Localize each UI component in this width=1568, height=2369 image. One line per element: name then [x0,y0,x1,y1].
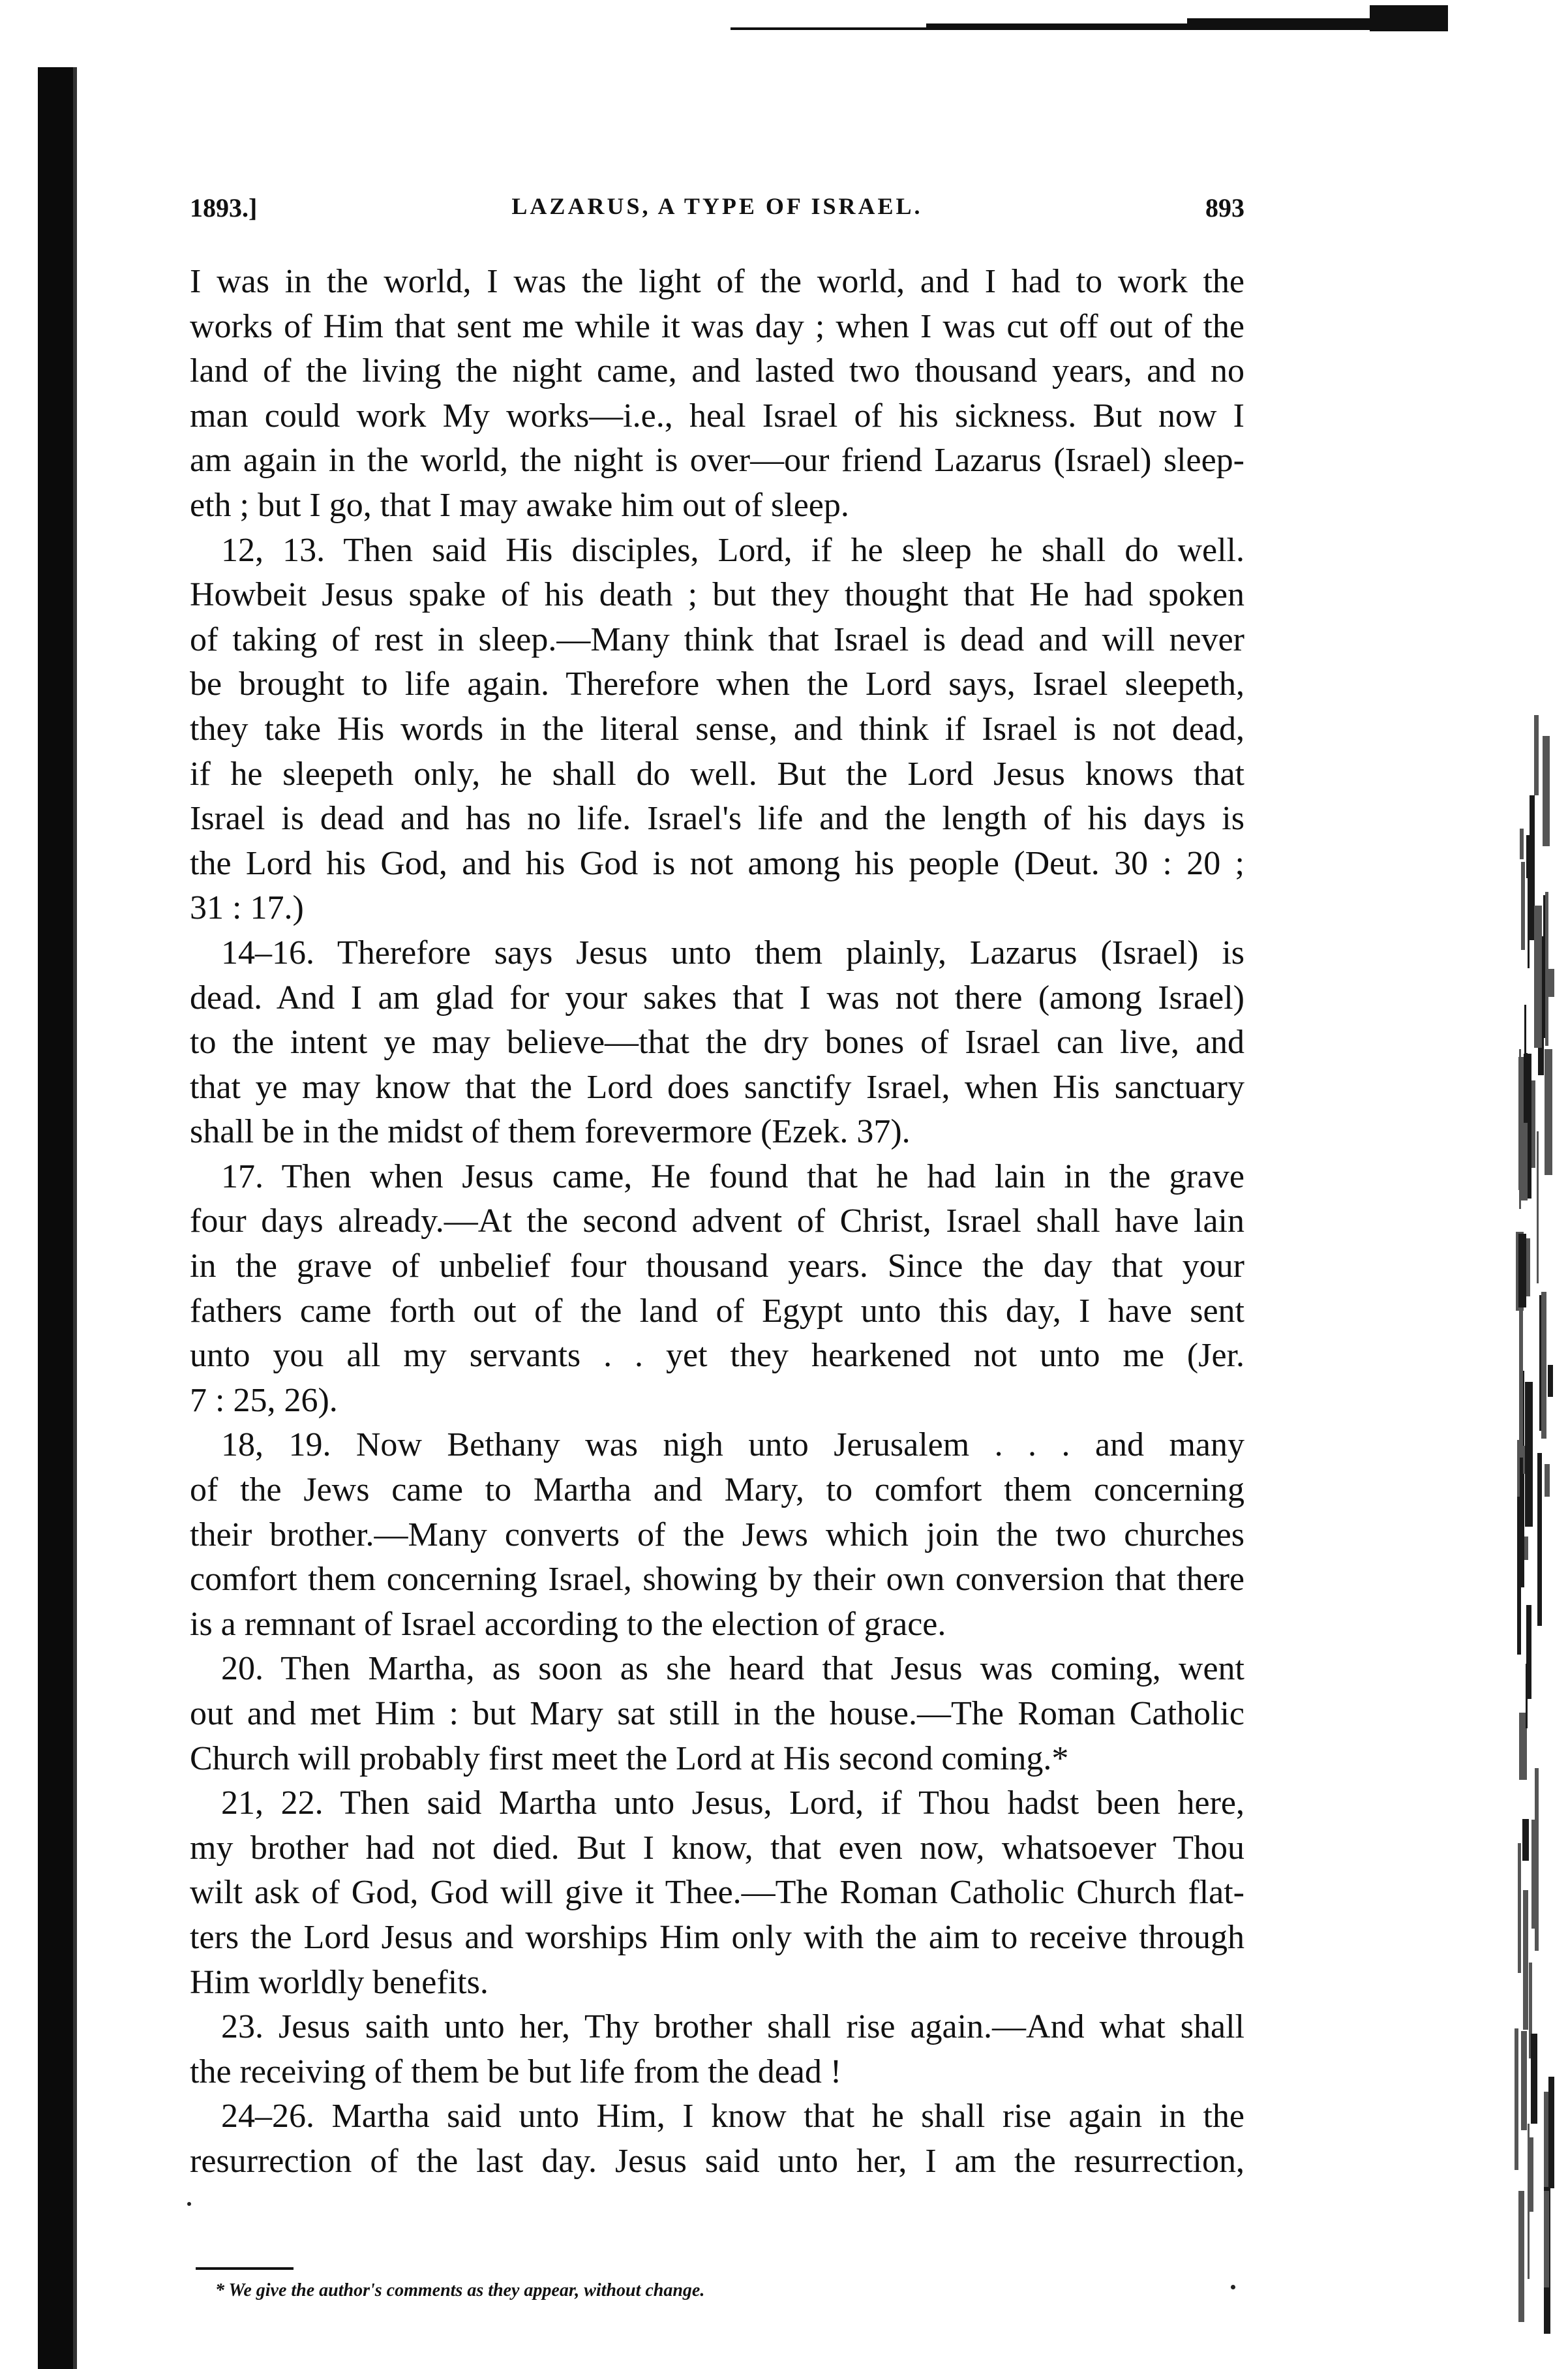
text-line: wilt ask of God, God will give it Thee.—The Roman Catholic Church flat- [190,1874,1244,1912]
scan-edge-mark [1541,1292,1546,1439]
text-line: four days already.—At the second advent of Christ, Israel shall have lain [190,1202,1244,1240]
text-line: 7 : 25, 26). [190,1381,338,1419]
scan-edge-mark [1543,736,1550,846]
scan-edge-mark [1527,1476,1530,1502]
scan-edge-mark [1525,1382,1533,1527]
scan-edge-mark [1529,2137,1533,2212]
scan-edge-mark [1544,2092,1548,2187]
scan-edge-mark [1537,1453,1542,1626]
scan-edge-mark [1544,2191,1549,2287]
scan-edge-mark [1524,1536,1528,1560]
text-line: 12, 13. Then said His disciples, Lord, if he sleep he shall do well. [221,531,1244,569]
scan-edge-mark [1543,895,1545,1038]
scan-edge-mark [1523,1890,1528,2030]
scan-page-edge-strip [1468,705,1552,2336]
text-line: 21, 22. Then said Martha unto Jesus, Lord, if Thou hadst been here, [221,1784,1244,1822]
scan-edge-mark [1526,835,1534,878]
text-line: 31 : 17.) [190,889,304,927]
text-line: their brother.—Many converts of the Jews which join the two churches [190,1516,1244,1553]
text-line: the receiving of them be but life from the dead ! [190,2053,842,2090]
text-line: fathers came forth out of the land of Egypt unto this day, I have sent [190,1292,1244,1330]
text-line: is a remnant of Israel according to the election of grace. [190,1605,946,1643]
text-line: 18, 19. Now Bethany was nigh unto Jerusalem . . . and many [221,1426,1244,1464]
scan-edge-mark [1528,2124,1530,2279]
text-line: eth ; but I go, that I may awake him out of sleep. [190,486,849,524]
scan-edge-mark [1537,1131,1539,1283]
text-line: they take His words in the literal sense, and think if Israel is not dead, [190,710,1244,748]
scan-edge-mark [1531,1080,1535,1168]
scan-binding-shadow [38,67,73,2369]
text-line: Israel is dead and has no life. Israel's life and the length of his days is [190,800,1244,838]
scan-edge-mark [1548,1365,1553,1397]
page-number: 893 [1205,193,1244,222]
text-line: 17. Then when Jesus came, He found that he had lain in the grave [221,1157,1244,1195]
text-line: of the Jews came to Martha and Mary, to comfort them concerning [190,1471,1244,1509]
scan-edge-mark [1531,2034,1537,2124]
text-line: 23. Jesus saith unto her, Thy brother shall rise again.—And what shall [221,2008,1244,2046]
scan-edge-mark [1520,829,1524,859]
text-line: I was in the world, I was the light of the world, and I had to work the [190,263,1244,300]
text-line: if he sleepeth only, he shall do well. But the Lord Jesus knows that [190,755,1244,793]
text-line: am again in the world, the night is over—our friend Lazarus (Israel) sleep- [190,442,1244,480]
scan-edge-mark [1516,2046,1518,2162]
running-header [190,192,1244,238]
text-line: 24–26. Martha said unto Him, I know that he shall rise again in the [221,2098,1244,2135]
text-line: to the intent ye may believe—that the dry bones of Israel can live, and [190,1024,1244,1062]
scan-edge-mark [1517,1539,1521,1655]
text-line: Him worldly benefits. [190,1963,489,2001]
text-line: unto you all my servants . . yet they hearkened not unto me (Jer. [190,1337,1244,1375]
text-line: 14–16. Therefore says Jesus unto them plainly, Lazarus (Israel) is [221,934,1244,971]
scan-edge-mark [1522,1819,1529,1861]
header-year: 1893.] [190,193,258,222]
scan-edge-mark [1521,2031,1527,2130]
text-line: my brother had not died. But I know, that even now, whatsoever Thou [190,1829,1244,1867]
scan-edge-mark [1534,906,1542,1048]
text-line: works of Him that sent me while it was day ; when I was cut off out of the [190,307,1244,345]
scan-edge-mark [1545,1049,1552,1175]
scan-edge-mark [1521,862,1525,950]
text-line: Howbeit Jesus spake of his death ; but they thought that He had spoken [190,576,1244,614]
text-line: resurrection of the last day. Jesus said unto her, I am the resurrection, [190,2142,1244,2180]
scan-edge-mark [1518,1234,1526,1307]
text-line: ters the Lord Jesus and worships Him only with the aim to receive through [190,1918,1244,1956]
scan-edge-mark [1531,1820,1537,1929]
text-line: comfort them concerning Israel, showing by their own conversion that there [190,1561,1244,1598]
text-line: 20. Then Martha, as soon as she heard that Jesus was coming, went [221,1650,1244,1688]
scan-edge-mark [1545,892,1548,1046]
scan-speck [1231,2285,1235,2289]
text-line: man could work My works—i.e., heal Israel of his sickness. But now I [190,397,1244,435]
text-line: the Lord his God, and his God is not among his people (Deut. 30 : 20 ; [190,844,1244,882]
text-line: of taking of rest in sleep.—Many think that Israel is dead and will never [190,620,1244,658]
text-line: land of the living the night came, and lasted two thousand years, and no [190,352,1244,390]
running-title: LAZARUS, A TYPE OF ISRAEL. [511,193,923,219]
scan-binding-edge [73,67,77,2369]
body-text [190,260,1244,2184]
scan-edge-mark [1521,1123,1528,1200]
text-line: out and met Him : but Mary sat still in the house.—The Roman Catholic [190,1695,1244,1732]
scan-edge-mark [1518,2191,1524,2322]
scan-edge-mark [1518,1843,1521,1973]
footnote-rule [196,2267,294,2270]
scan-edge-mark [1526,1605,1531,1699]
text-line: that ye may know that the Lord does sanctify Israel, when His sanctuary [190,1068,1244,1106]
text-line: in the grave of unbelief four thousand years. Since the day that your [190,1247,1244,1285]
text-line: Church will probably first meet the Lord at His second coming.* [190,1739,1069,1777]
scan-edge-mark [1519,1298,1523,1458]
footnote: * We give the author's comments as they appear, without change. [215,2280,705,2300]
scan-edge-mark [1534,715,1539,795]
scan-edge-mark [1548,2077,1554,2188]
scan-speck [187,2202,191,2206]
text-line: dead. And I am glad for your sakes that I was not there (among Israel) [190,979,1244,1016]
text-line: shall be in the midst of them forevermore (Ezek. 37). [190,1113,911,1151]
scan-edge-mark [1545,1464,1550,1497]
text-line: be brought to life again. Therefore when the Lord says, Israel sleepeth, [190,665,1244,703]
